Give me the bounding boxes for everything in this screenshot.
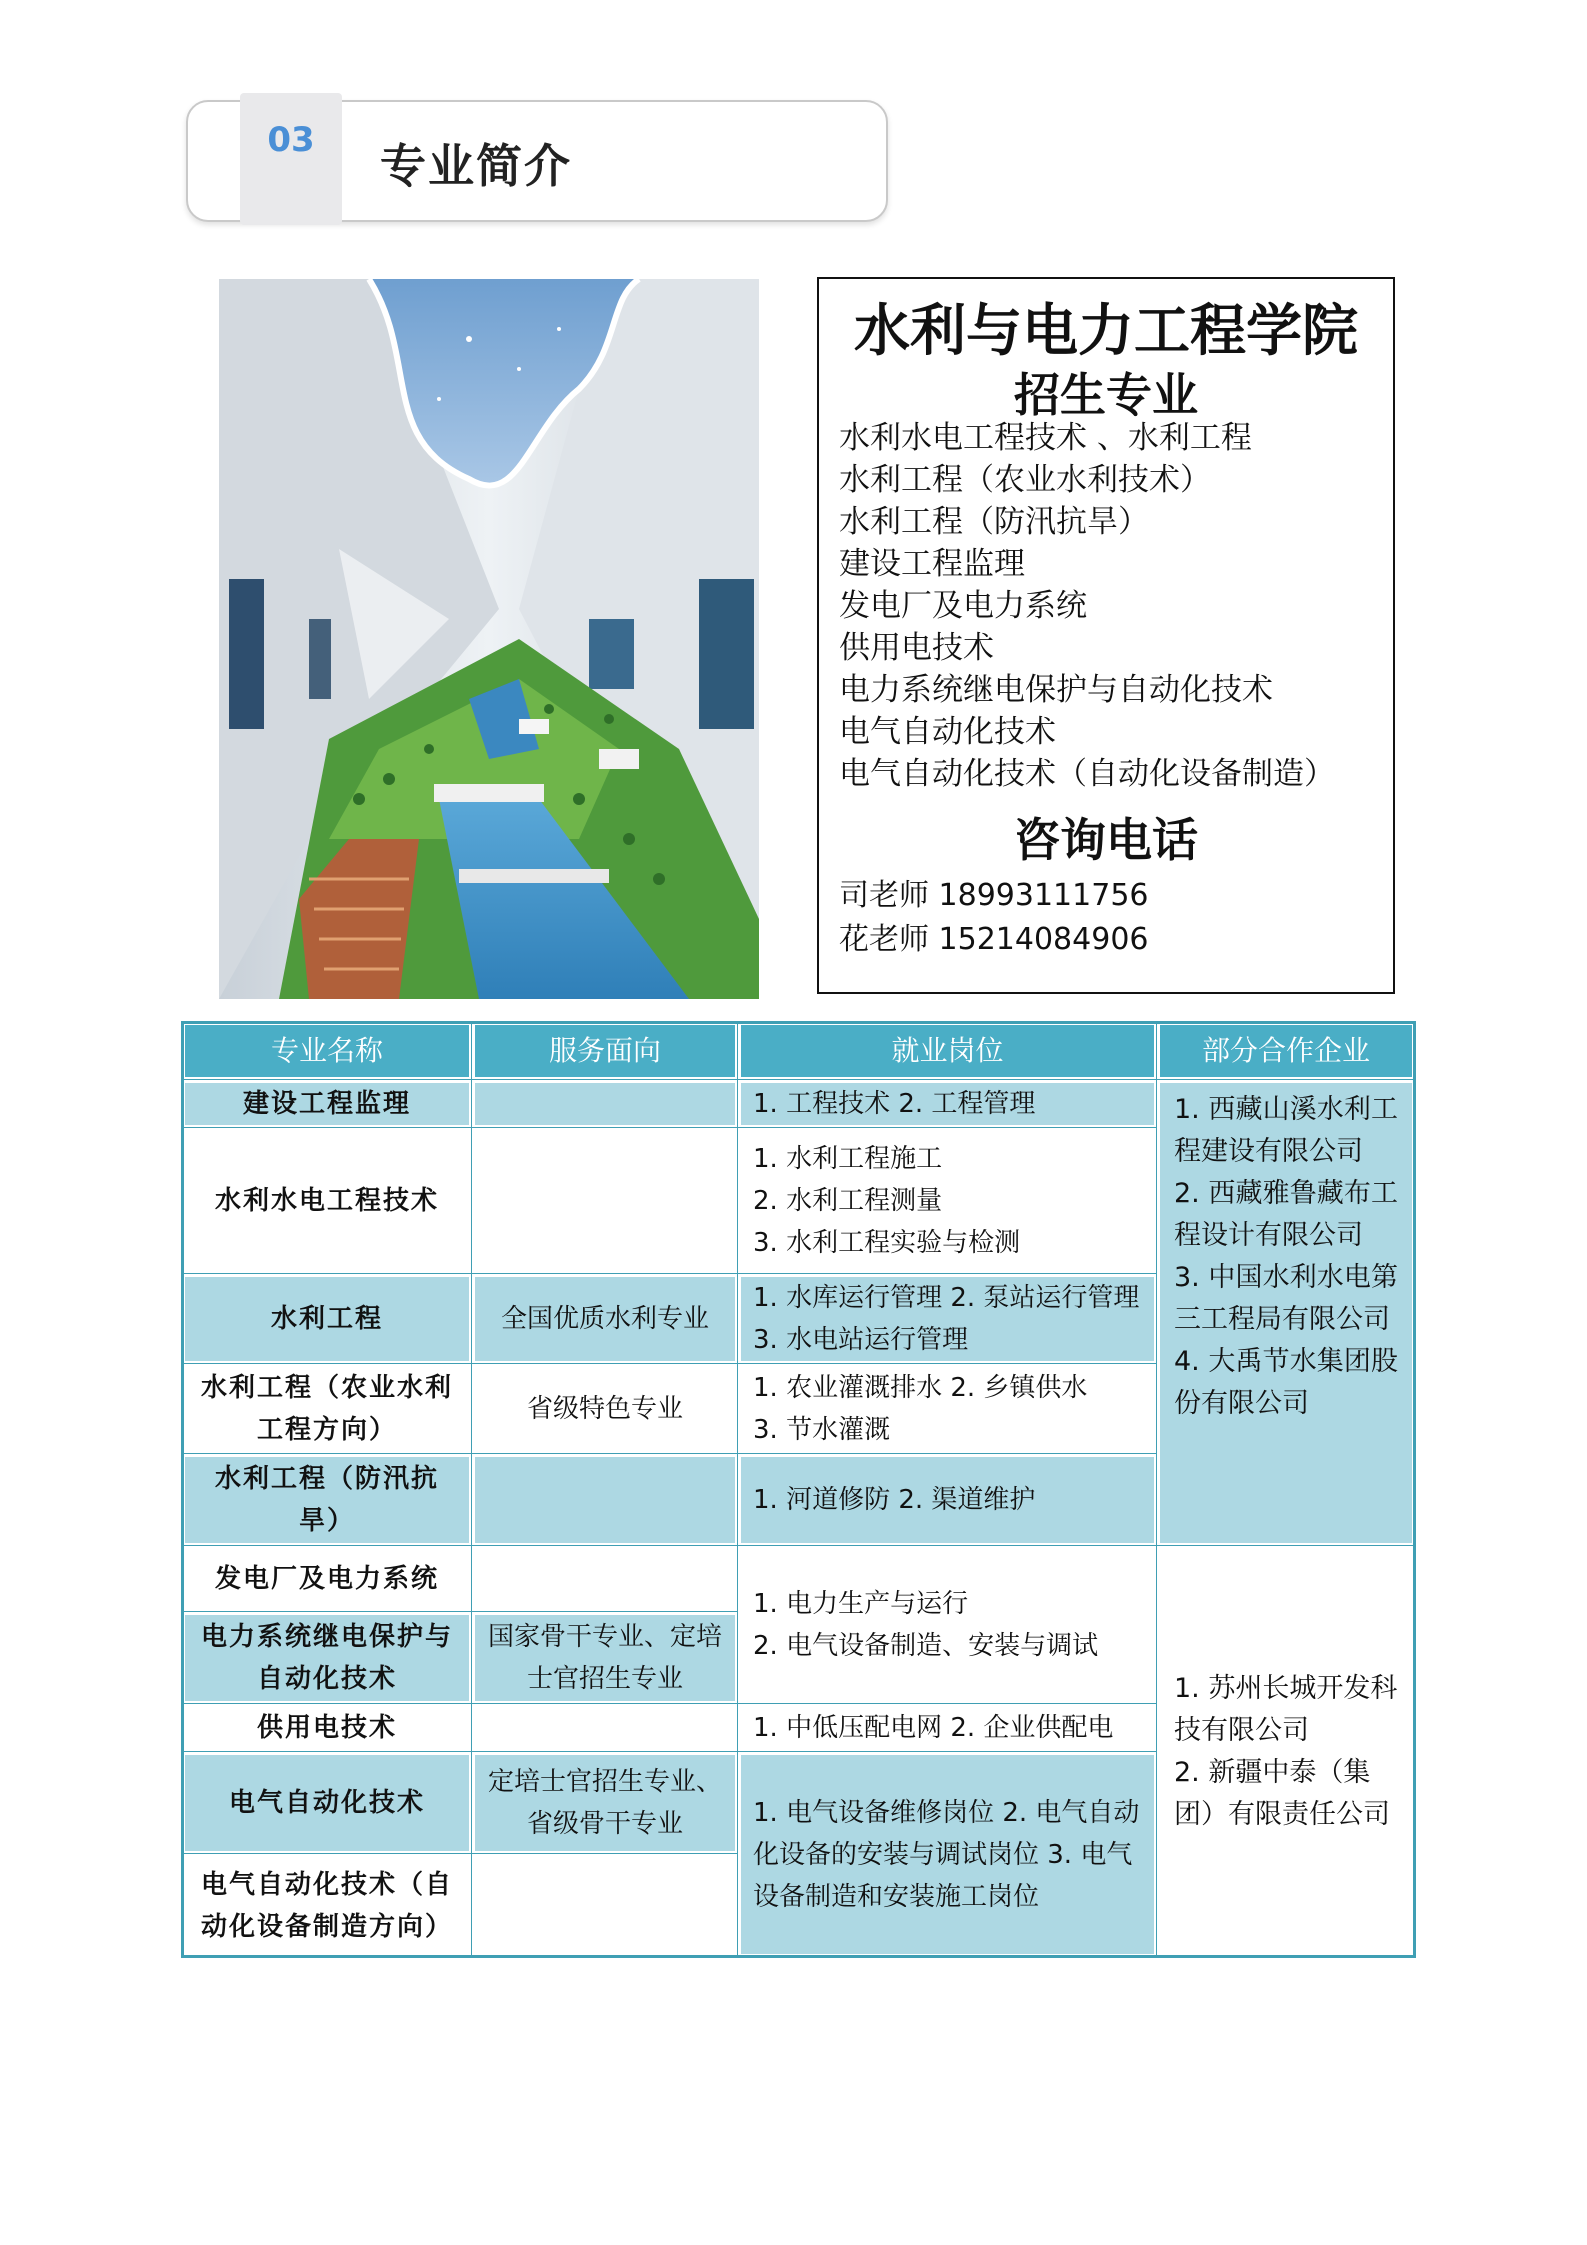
table-header: 就业岗位 [738, 1022, 1157, 1080]
table-cell-major: 建设工程监理 [182, 1080, 472, 1128]
table-cell-major: 发电厂及电力系统 [182, 1546, 472, 1612]
list-item: 水利工程（防汛抗旱） [839, 504, 1149, 540]
list-item: 电气自动化技术（自动化设备制造） [839, 756, 1335, 792]
section-number: 03 [267, 120, 315, 160]
table-header: 服务面向 [472, 1022, 738, 1080]
table-header: 部分合作企业 [1157, 1022, 1415, 1080]
table-cell-service: 国家骨干专业、定培士官招生专业 [472, 1612, 738, 1704]
table-cell-jobs: 1. 电力生产与运行 2. 电气设备制造、安装与调试 [738, 1546, 1157, 1704]
table-cell-jobs: 1. 电气设备维修岗位 2. 电气自动化设备的安装与调试岗位 3. 电气设备制造和安装施工岗位 [738, 1752, 1157, 1957]
table-cell-companies: 1. 苏州长城开发科技有限公司 2. 新疆中泰（集团）有限责任公司 [1157, 1546, 1415, 1957]
table-cell-jobs: 1. 中低压配电网 2. 企业供配电 [738, 1704, 1157, 1752]
list-item: 建设工程监理 [839, 546, 1025, 582]
table-cell-major: 水利工程（防汛抗旱） [182, 1454, 472, 1546]
table-cell-major: 电气自动化技术（自动化设备制造方向） [182, 1854, 472, 1957]
table-cell-jobs: 1. 河道修防 2. 渠道维护 [738, 1454, 1157, 1546]
table-cell-service [472, 1080, 738, 1128]
list-item: 电气自动化技术 [839, 714, 1056, 750]
table-cell-service [472, 1546, 738, 1612]
table-cell-major: 供用电技术 [182, 1704, 472, 1752]
table-cell-major: 电力系统继电保护与自动化技术 [182, 1612, 472, 1704]
table-cell-service: 全国优质水利专业 [472, 1274, 738, 1364]
table-cell-service [472, 1454, 738, 1546]
admission-info-box [817, 277, 1395, 994]
table-cell-major: 水利水电工程技术 [182, 1128, 472, 1274]
table-cell-jobs: 1. 工程技术 2. 工程管理 [738, 1080, 1157, 1128]
table-cell-service [472, 1704, 738, 1752]
college-name: 水利与电力工程学院 [854, 298, 1358, 364]
list-item: 供用电技术 [839, 630, 994, 666]
table-cell-service: 省级特色专业 [472, 1364, 738, 1454]
major-list [839, 417, 1335, 795]
majors-table [182, 1022, 1415, 1957]
table-cell-service [472, 1128, 738, 1274]
contact-item: 花老师 15214084906 [839, 922, 1149, 957]
list-item: 水利工程（农业水利技术） [839, 462, 1211, 498]
table-cell-service [472, 1854, 738, 1957]
table-cell-jobs: 1. 水库运行管理 2. 泵站运行管理 3. 水电站运行管理 [738, 1274, 1157, 1364]
table-cell-service: 定培士官招生专业、省级骨干专业 [472, 1752, 738, 1854]
table-cell-major: 电气自动化技术 [182, 1752, 472, 1854]
contact-list [839, 874, 1149, 962]
table-header: 专业名称 [182, 1022, 472, 1080]
table-cell-major: 水利工程（农业水利工程方向） [182, 1364, 472, 1454]
table-cell-companies: 1. 西藏山溪水利工程建设有限公司 2. 西藏雅鲁藏布工程设计有限公司 3. 中国水利水电第三工程局有限公司 4. 大禹节水集团股份有限公司 [1157, 1080, 1415, 1546]
table-cell-major: 水利工程 [182, 1274, 472, 1364]
list-item: 水利水电工程技术 、水利工程 [839, 420, 1252, 456]
table-cell-jobs: 1. 水利工程施工 2. 水利工程测量 3. 水利工程实验与检测 [738, 1128, 1157, 1274]
list-item: 发电厂及电力系统 [839, 588, 1087, 624]
majors-heading: 招生专业 [1014, 368, 1198, 422]
contact-heading: 咨询电话 [1014, 813, 1198, 867]
section-title: 专业简介 [380, 139, 572, 193]
list-item: 电力系统继电保护与自动化技术 [839, 672, 1273, 708]
table-cell-jobs: 1. 农业灌溉排水 2. 乡镇供水 3. 节水灌溉 [738, 1364, 1157, 1454]
exhibition-hall-photo [219, 279, 759, 999]
contact-item: 司老师 18993111756 [839, 878, 1149, 913]
